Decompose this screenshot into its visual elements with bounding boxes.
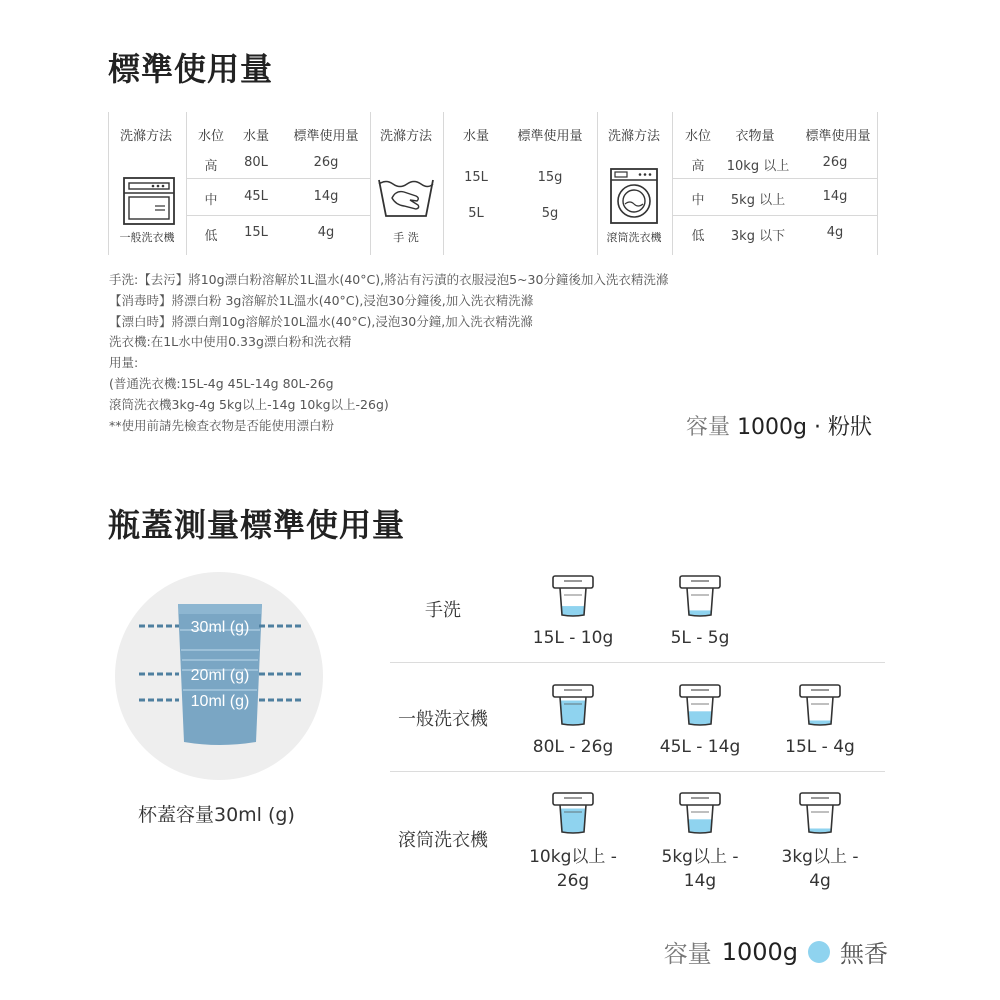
note-line: 用量: [109,355,139,371]
table-cell: 高 [204,159,218,174]
table-cell: 26g [313,155,339,170]
row-label-hand-wash: 手洗 [425,600,461,621]
top-load-washer-icon [123,177,175,225]
group3-header-clothes: 衣物量 [735,129,775,144]
cup-dosage-caption-line: 15L - 4g [785,737,855,757]
cup-dosage-caption-line: 4g [809,871,831,891]
cup-dosage-caption [782,845,859,893]
cup-dosage-caption [662,845,739,893]
usage-notes [109,270,668,436]
cup-fill-level [550,701,596,728]
cup-dosage-caption [671,626,730,650]
cup-dosage-caption-line: 45L - 14g [659,737,741,757]
cup-capacity-caption: 杯蓋容量30ml (g) [138,804,295,826]
table-cell: 低 [691,229,705,244]
table-cell: 5kg 以上 [730,193,786,208]
table-cell: 5g [541,206,559,221]
cup-icon [797,682,843,728]
cup-dosage-caption-line: 26g [556,871,590,891]
cup-dosage-caption-line: 3kg以上 - [781,847,859,867]
table-cell: 10kg 以上 [726,159,790,174]
cup-icon [677,682,723,728]
cup-dosage-caption [529,845,617,893]
cup-mark-10: 10ml (g) [190,693,250,710]
scent-label: 無香 [840,940,888,968]
group1-header-water: 水量 [242,129,270,144]
note-line: 滾筒洗衣機3kg-4g 5kg以上-14g 10kg以上-26g) [109,396,389,412]
table-cell: 14g [822,189,848,204]
capacity-value: 1000g · 粉狀 [737,415,872,440]
note-line: 【消毒時】將漂白粉 3g溶解於1L溫水(40°C),浸泡30分鐘後,加入洗衣精洗滌 [109,292,534,308]
table-cell: 15L [244,225,268,240]
hand-wash-icon [376,170,436,220]
group3-header-level: 水位 [684,129,712,144]
capacity-value: 1000g [721,937,798,966]
table-cell: 80L [244,155,268,170]
cup-dosage-caption-line: 15L - 10g [532,628,614,648]
table-cell: 中 [691,193,705,208]
cup-dosage-caption [533,626,613,650]
cup-dosage-caption [533,735,613,759]
front-load-washer-icon [610,168,658,224]
capacity-bottom [664,934,888,969]
note-line: **使用前請先檢查衣物是否能使用漂白粉 [109,417,335,433]
table-cell: 高 [691,159,705,174]
cup-dosage-caption-line: 10kg以上 - [529,847,617,867]
table-cell: 5L [468,206,484,221]
group3-header-usage: 標準使用量 [805,129,871,144]
group1-header-usage: 標準使用量 [293,129,359,144]
cup-mark-20: 20ml (g) [190,667,250,684]
cup-dosage-caption [785,735,855,759]
capacity-label: 容量 [663,940,712,968]
section-title-cap-measure: 瓶蓋測量標準使用量 [108,506,406,544]
group3-method-label: 滾筒洗衣機 [606,231,662,244]
table-cell: 低 [204,229,218,244]
table-cell: 中 [204,193,218,208]
capacity-top [686,410,872,441]
row-label-top-load: 一般洗衣機 [398,709,488,730]
row-divider [390,662,885,663]
group1-method-header: 洗滌方法 [119,129,173,144]
capacity-label: 容量 [686,415,731,440]
group2-method-label: 手 洗 [393,231,419,244]
table-cell: 4g [826,225,844,240]
measuring-cup-illustration [135,600,305,750]
cup-fill-level [550,809,596,836]
cup-mark-30: 30ml (g) [190,619,250,636]
group2-header-usage: 標準使用量 [517,129,583,144]
note-line: 【漂白時】將漂白劑10g溶解於10L溫水(40°C),浸泡30分鐘,加入洗衣精洗滌 [109,313,533,329]
scent-color-dot [808,941,830,963]
table-cell: 15g [537,170,563,185]
cup-icon [677,573,723,619]
table-cell: 45L [244,189,268,204]
cup-icon [550,790,596,836]
cup-dosage-caption [660,735,740,759]
group3-method-header: 洗滌方法 [607,129,661,144]
cup-icon [797,790,843,836]
table-cell: 26g [822,155,848,170]
group1-header-level: 水位 [197,129,225,144]
cup-icon [677,790,723,836]
group1-method-label: 一般洗衣機 [119,231,175,244]
row-label-front-load: 滾筒洗衣機 [398,830,488,851]
cup-fill-level [677,610,723,619]
table-cell: 14g [313,189,339,204]
group2-method-header: 洗滌方法 [379,129,433,144]
cup-dosage-caption-line: 5L - 5g [670,628,730,648]
table-cell: 15L [464,170,488,185]
note-line: 洗衣機:在1L水中使用0.33g漂白粉和洗衣精 [109,334,352,350]
note-line: (普通洗衣機:15L-4g 45L-14g 80L-26g [109,375,334,391]
table-cell: 4g [317,225,335,240]
table-cell: 3kg 以下 [730,229,786,244]
cup-dosage-caption-line: 80L - 26g [532,737,614,757]
usage-table [108,112,878,255]
cup-dosage-caption-line: 14g [683,871,717,891]
section-title-standard-usage: 標準使用量 [108,50,274,88]
group2-header-water: 水量 [462,129,490,144]
cup-dosage-caption-line: 5kg以上 - [661,847,739,867]
note-line: 手洗:【去污】將10g漂白粉溶解於1L溫水(40°C),將沾有污漬的衣服浸泡5~30分鐘後加入洗衣精洗滌 [109,272,669,287]
cup-icon [550,682,596,728]
cup-icon [550,573,596,619]
row-divider [390,771,885,772]
cup-fill-level [550,606,596,619]
